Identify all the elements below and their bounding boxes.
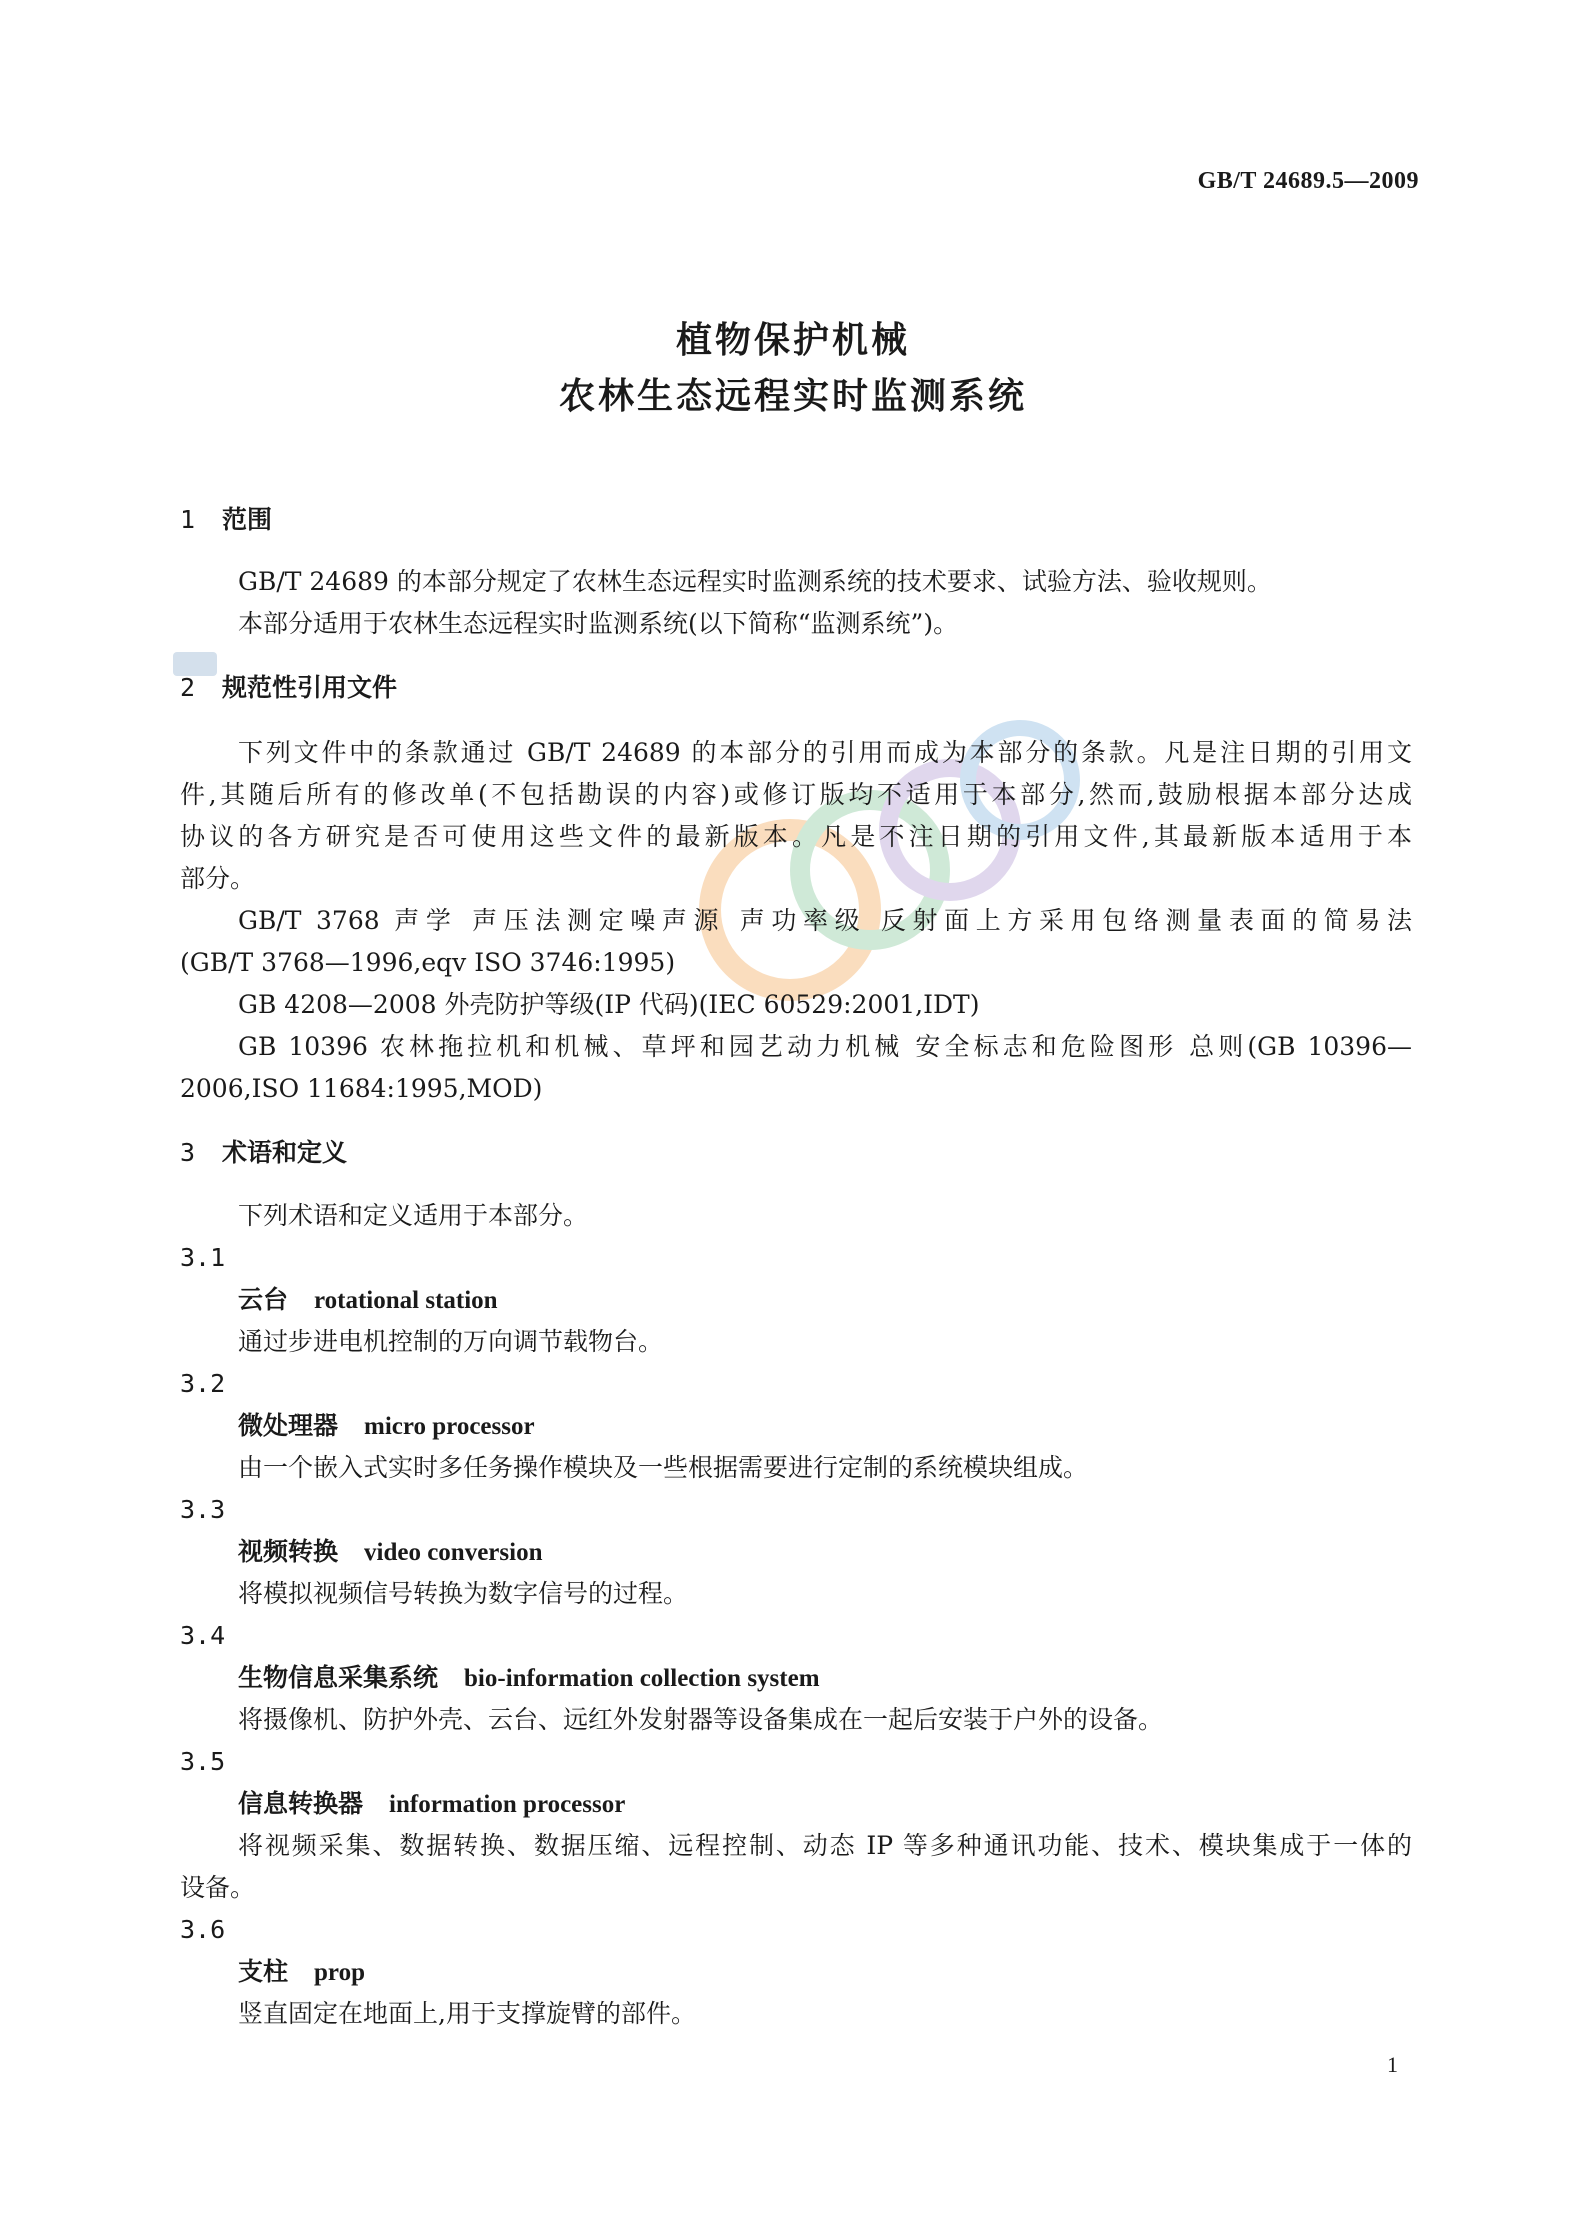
term-number: 3.4 xyxy=(180,1621,226,1650)
title-line-1: 植物保护机械 xyxy=(675,320,910,361)
reference-3-line-1: GB 10396 农林拖拉机和机械、草坪和园艺动力机械 安全标志和危险图形 总则(GB 10396— xyxy=(238,1032,1412,1061)
term-number: 3.1 xyxy=(180,1243,226,1272)
term-title: 信息转换器 information processor xyxy=(238,1789,626,1818)
section-1-paragraph-1: GB/T 24689 的本部分规定了农林生态远程实时监测系统的技术要求、试验方法、验收规则。 xyxy=(238,567,1272,596)
term-number: 3.3 xyxy=(180,1495,226,1524)
term-definition: 将模拟视频信号转换为数字信号的过程。 xyxy=(238,1579,689,1608)
reference-1-line-2: (GB/T 3768—1996,eqv ISO 3746:1995) xyxy=(180,948,676,977)
term-number: 3.5 xyxy=(180,1747,226,1776)
title-line-2: 农林生态远程实时监测系统 xyxy=(558,376,1027,417)
section-2-intro-line-1: 下列文件中的条款通过 GB/T 24689 的本部分的引用而成为本部分的条款。凡是注日期的引用文 xyxy=(238,738,1412,767)
term-title: 云台 rotational station xyxy=(238,1285,498,1314)
term-title: 生物信息采集系统 bio-information collection system xyxy=(238,1663,820,1692)
section-1-heading: 1 范围 xyxy=(180,505,273,534)
reference-3-line-2: 2006,ISO 11684:1995,MOD) xyxy=(180,1074,543,1103)
section-2-intro-line-2: 件,其随后所有的修改单(不包括勘误的内容)或修订版均不适用于本部分,然而,鼓励根据本部分达成 xyxy=(180,780,1412,809)
term-title: 支柱 prop xyxy=(238,1957,365,1986)
section-3-heading: 3 术语和定义 xyxy=(180,1138,348,1167)
section-3-intro: 下列术语和定义适用于本部分。 xyxy=(238,1201,589,1230)
reference-2: GB 4208—2008 外壳防护等级(IP 代码)(IEC 60529:2001,IDT) xyxy=(238,990,980,1019)
term-definition-line-2: 设备。 xyxy=(180,1873,256,1902)
term-definition: 竖直固定在地面上,用于支撑旋臂的部件。 xyxy=(238,1999,696,2028)
term-title: 微处理器 micro processor xyxy=(238,1411,535,1440)
term-number: 3.6 xyxy=(180,1915,226,1944)
term-title: 视频转换 video conversion xyxy=(238,1537,543,1566)
section-2-intro-line-3: 协议的各方研究是否可使用这些文件的最新版本。凡是不注日期的引用文件,其最新版本适用于本 xyxy=(180,822,1412,851)
page-number: 1 xyxy=(1387,2052,1398,2077)
section-2-intro-line-4: 部分。 xyxy=(180,864,256,893)
term-definition: 由一个嵌入式实时多任务操作模块及一些根据需要进行定制的系统模块组成。 xyxy=(238,1453,1089,1482)
standard-code: GB/T 24689.5—2009 xyxy=(1197,168,1419,194)
section-2-heading: 2 规范性引用文件 xyxy=(180,673,398,702)
term-number: 3.2 xyxy=(180,1369,226,1398)
reference-1-line-1: GB/T 3768 声学 声压法测定噪声源 声功率级 反射面上方采用包络测量表面的简易法 xyxy=(238,906,1412,935)
term-definition: 将摄像机、防护外壳、云台、远红外发射器等设备集成在一起后安装于户外的设备。 xyxy=(238,1705,1164,1734)
section-1-paragraph-2: 本部分适用于农林生态远程实时监测系统(以下简称“监测系统”)。 xyxy=(238,609,959,638)
term-definition-line-1: 将视频采集、数据转换、数据压缩、远程控制、动态 IP 等多种通讯功能、技术、模块集成于一体的 xyxy=(238,1831,1412,1860)
term-definition: 通过步进电机控制的万向调节载物台。 xyxy=(238,1327,664,1356)
